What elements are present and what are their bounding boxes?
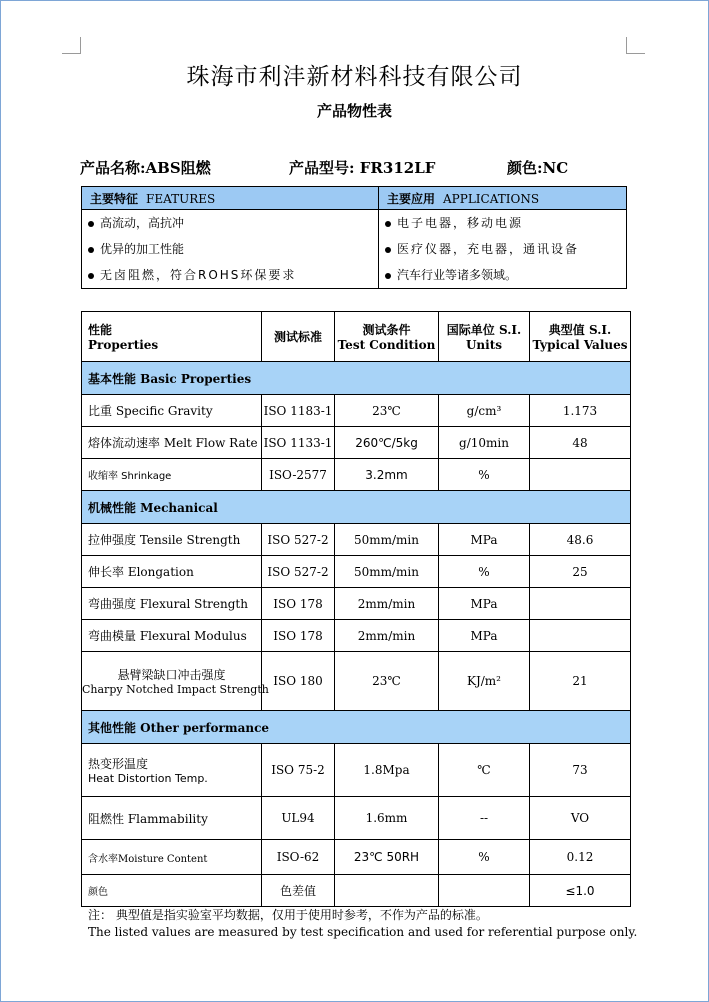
list-item: 高流动，高抗冲: [82, 210, 378, 236]
property-name-en: Heat Distortion Temp.: [88, 772, 208, 785]
product-color: [507, 157, 568, 178]
bullet-icon: [385, 221, 391, 227]
applications-header: [379, 187, 627, 210]
table-row: 弯曲模量 Flexural Modulus ISO 178 2mm/min MPa: [82, 620, 631, 652]
company-name: 珠海市利沣新材料科技有限公司: [186, 64, 523, 90]
features-title-cn: 主要特征: [90, 191, 139, 206]
property-name-en: Charpy Notched Impact Strength: [82, 683, 269, 696]
document-subtitle: 产品物性表: [316, 102, 392, 120]
product-name: [80, 157, 211, 178]
corner-mark: [626, 37, 645, 54]
property-name-cn: 热变形温度: [88, 757, 149, 771]
table-header-row: [82, 312, 631, 362]
list-item: 优异的加工性能: [82, 236, 378, 262]
section-row: [82, 711, 631, 744]
section-row: [82, 362, 631, 395]
header-units: 国际单位 S.I. Units: [439, 312, 530, 362]
product-color-label: 颜色:: [507, 159, 543, 177]
features-list: [82, 210, 379, 289]
applications-list: [379, 210, 627, 289]
note-en: The listed values are measured by test specification and used for referential purpose only.: [88, 925, 638, 939]
header-test-standard: 测试标准: [262, 312, 335, 362]
applications-title-en: APPLICATIONS: [443, 191, 540, 206]
bullet-icon: [385, 273, 391, 279]
list-item: 汽车行业等诸多领域。: [379, 262, 626, 288]
bullet-icon: [88, 273, 94, 279]
section-mechanical: 机械性能 Mechanical: [82, 491, 631, 524]
product-name-value: ABS阻燃: [145, 159, 211, 177]
table-row: 拉伸强度 Tensile Strength ISO 527-2 50mm/min MPa 48.6: [82, 524, 631, 556]
header-properties: 性能 Properties: [82, 312, 262, 362]
features-title-en: FEATURES: [146, 191, 216, 206]
table-row: 热变形温度 Heat Distortion Temp. ISO 75-2 1.8Mpa ℃ 73: [82, 744, 631, 797]
bullet-icon: [385, 247, 391, 253]
features-table: [81, 186, 627, 289]
table-row: 悬臂梁缺口冲击强度 Charpy Notched Impact Strength ISO 180 23℃ KJ/m² 21: [82, 652, 631, 711]
features-header: [82, 187, 379, 210]
table-row: 颜色 色差值 ≤1.0: [82, 875, 631, 907]
product-model: [289, 157, 435, 178]
bullet-icon: [88, 247, 94, 253]
properties-table: [81, 311, 631, 907]
applications-title-cn: 主要应用: [387, 191, 436, 206]
table-row: 阻燃性 Flammability UL94 1.6mm -- VO: [82, 797, 631, 840]
table-row: 比重 Specific Gravity ISO 1183-1 23℃ g/cm³ 1.173: [82, 395, 631, 427]
section-basic: 基本性能 Basic Properties: [82, 362, 631, 395]
table-row: 弯曲强度 Flexural Strength ISO 178 2mm/min MPa: [82, 588, 631, 620]
list-item: 电子电器，移动电源: [379, 210, 626, 236]
table-row: 收缩率 Shrinkage ISO-2577 3.2mm %: [82, 459, 631, 491]
section-other: 其他性能 Other performance: [82, 711, 631, 744]
product-name-label: 产品名称:: [80, 159, 146, 177]
table-row: 含水率Moisture Content ISO-62 23℃ 50RH % 0.12: [82, 840, 631, 875]
header-typical-values: 典型值 S.I. Typical Values: [530, 312, 631, 362]
property-name-cn: 悬臂梁缺口冲击强度: [117, 668, 226, 682]
list-item: 医疗仪器，充电器，通讯设备: [379, 236, 626, 262]
corner-mark: [62, 37, 81, 54]
bullet-icon: [88, 221, 94, 227]
table-row: 伸长率 Elongation ISO 527-2 50mm/min % 25: [82, 556, 631, 588]
product-model-value: FR312LF: [359, 159, 436, 177]
section-row: [82, 491, 631, 524]
divider: [81, 288, 627, 289]
header-test-condition: 测试条件 Test Condition: [335, 312, 439, 362]
table-row: 熔体流动速率 Melt Flow Rate ISO 1133-1 260℃/5kg g/10min 48: [82, 427, 631, 459]
note-cn: 注： 典型值是指实验室平均数据，仅用于使用时参考，不作为产品的标准。: [88, 908, 488, 922]
list-item: 无卤阻燃，符合ROHS环保要求: [82, 262, 378, 288]
product-model-label: 产品型号:: [289, 159, 355, 177]
product-color-value: NC: [542, 159, 569, 177]
